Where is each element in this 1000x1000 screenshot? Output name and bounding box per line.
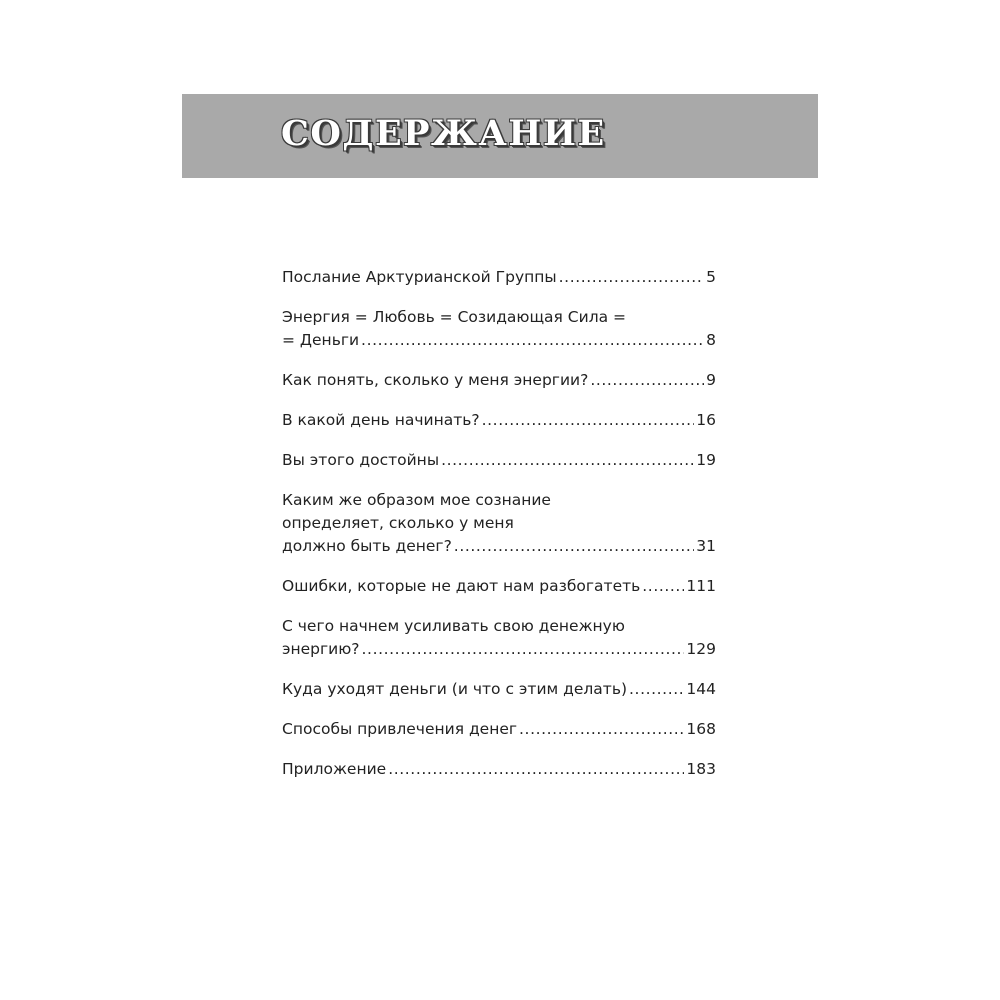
toc-entry-title-line: Каким же образом мое сознание <box>282 491 551 509</box>
dot-leader <box>559 266 704 289</box>
toc-entry-title: энергию? <box>282 640 360 658</box>
toc-entry-line <box>282 449 716 472</box>
toc-entry-title: Послание Арктурианской Группы <box>282 268 557 286</box>
dot-leader <box>519 718 684 741</box>
toc-entry-title: = Деньги <box>282 331 360 349</box>
toc-entry-line <box>282 638 716 661</box>
toc-entry[interactable] <box>282 615 716 661</box>
toc-entry-title-line: Энергия = Любовь = Созидающая Сила = <box>282 308 627 326</box>
toc-entry-title-line: определяет, сколько у меня <box>282 514 514 532</box>
toc-page-number: 19 <box>696 451 716 469</box>
dot-leader <box>362 638 685 661</box>
toc-entry[interactable] <box>282 266 716 289</box>
page-title: СОДЕРЖАНИЕ <box>281 113 606 154</box>
toc-entry-title: В какой день начинать? <box>282 411 480 429</box>
toc-entry-line <box>282 535 716 558</box>
toc-entry-line <box>282 329 716 352</box>
toc-entry-title: Как понять, сколько у меня энергии? <box>282 371 589 389</box>
toc-page-number: 31 <box>696 537 716 555</box>
toc-page-number: 129 <box>686 640 716 658</box>
toc-page-number: 111 <box>686 577 716 595</box>
dot-leader <box>441 449 694 472</box>
toc-entry-title: Приложение <box>282 760 387 778</box>
toc-entry[interactable] <box>282 718 716 741</box>
toc-entry-title-line: С чего начнем усиливать свою денежную <box>282 617 625 635</box>
toc-entry-line <box>282 409 716 432</box>
toc-page-number: 5 <box>706 268 716 286</box>
toc-entry[interactable] <box>282 678 716 701</box>
toc-entry-title: Куда уходят деньги (и что с этим делать) <box>282 680 628 698</box>
toc-entry-line <box>282 575 716 598</box>
table-of-contents <box>282 266 716 798</box>
dot-leader <box>454 535 694 558</box>
dot-leader <box>629 678 684 701</box>
toc-page-number: 16 <box>696 411 716 429</box>
dot-leader <box>642 575 684 598</box>
toc-entry-line <box>282 758 716 781</box>
toc-entry-line <box>282 678 716 701</box>
toc-entry-title: Ошибки, которые не дают нам разбогатеть <box>282 577 641 595</box>
dot-leader <box>482 409 695 432</box>
toc-entry[interactable] <box>282 409 716 432</box>
dot-leader <box>388 758 684 781</box>
dot-leader <box>361 329 704 352</box>
toc-entry[interactable] <box>282 306 716 352</box>
toc-page-number: 8 <box>706 331 716 349</box>
toc-entry-title: Способы привлечения денег <box>282 720 518 738</box>
toc-page-number: 9 <box>706 371 716 389</box>
toc-page-number: 144 <box>686 680 716 698</box>
toc-page-number: 168 <box>686 720 716 738</box>
toc-entry[interactable] <box>282 758 716 781</box>
toc-entry-line <box>282 266 716 289</box>
toc-entry-line <box>282 369 716 392</box>
toc-entry-line <box>282 718 716 741</box>
toc-entry[interactable] <box>282 489 716 558</box>
toc-page-number: 183 <box>686 760 716 778</box>
toc-entry[interactable] <box>282 575 716 598</box>
header-band <box>182 94 818 178</box>
toc-entry-title: должно быть денег? <box>282 537 452 555</box>
toc-entry-title: Вы этого достойны <box>282 451 440 469</box>
dot-leader <box>590 369 704 392</box>
toc-entry[interactable] <box>282 369 716 392</box>
toc-entry[interactable] <box>282 449 716 472</box>
